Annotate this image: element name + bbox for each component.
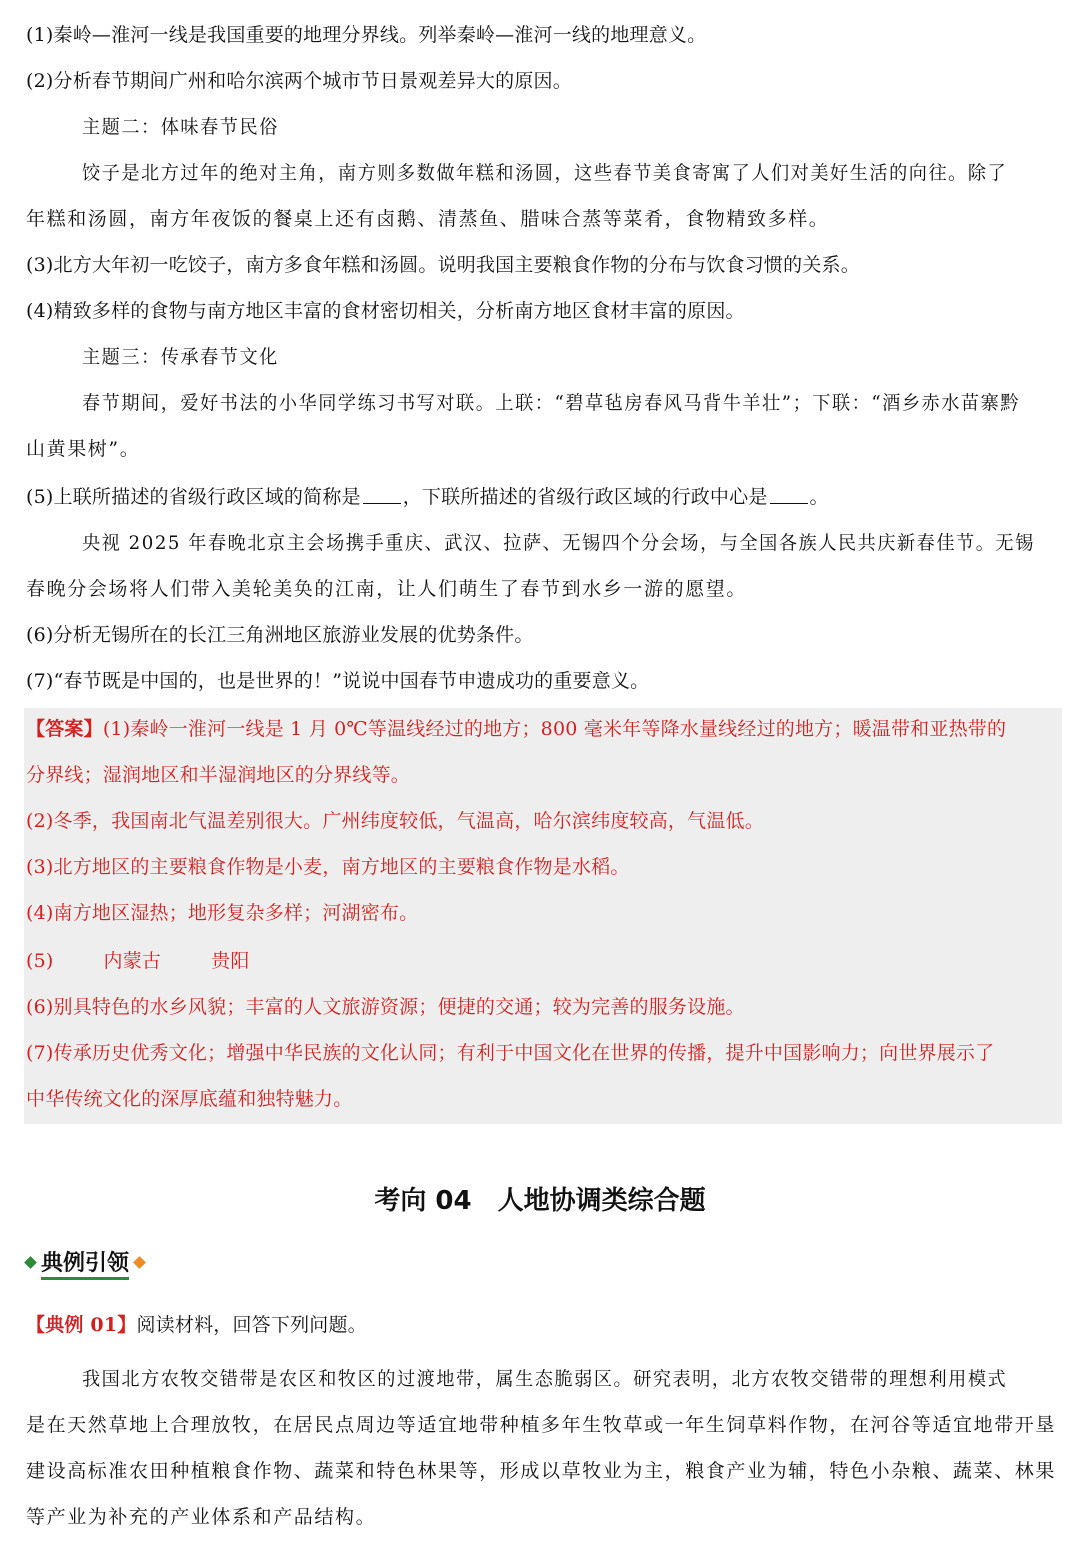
theme-2-title: 主题二：体味春节民俗 bbox=[82, 116, 279, 138]
section-title bbox=[0, 1178, 1080, 1224]
example-paragraph-line-4: 等产业为补充的产业体系和产品结构。 bbox=[26, 1506, 377, 1528]
answer-5-number: (5) bbox=[26, 950, 54, 972]
example-heading bbox=[26, 1302, 1062, 1348]
orange-diamond-icon bbox=[133, 1256, 146, 1269]
answer-1-line-2: 分界线；湿润地区和半湿润地区的分界线等。 bbox=[26, 764, 411, 786]
lead-title: 典例引领 bbox=[41, 1251, 129, 1280]
question-7: (7)“春节既是中国的，也是世界的！”说说中国春节申遗成功的重要意义。 bbox=[26, 670, 650, 692]
example-paragraph-line-2: 是在天然草地上合理放牧，在居民点周边等适宜地带种植多年生牧草或一年生饲草料作物，在河谷等适宜地带开垦 bbox=[26, 1414, 1057, 1436]
theme-3-paragraph-2-line-1: 央视 2025 年春晚北京主会场携手重庆、武汉、拉萨、无锡四个分会场，与全国各族人民共庆新春佳节。无锡 bbox=[82, 532, 1035, 554]
answer-6: (6)别具特色的水乡风貌；丰富的人文旅游资源；便捷的交通；较为完善的服务设施。 bbox=[26, 996, 745, 1018]
example-tag: 【典例 01】 bbox=[26, 1314, 137, 1336]
question-5-part-2: ，下联所描述的省级行政区域的行政中心是 bbox=[402, 486, 768, 508]
answer-5-blank-1: 内蒙古 bbox=[103, 950, 162, 972]
question-2: (2)分析春节期间广州和哈尔滨两个城市节日景观差异大的原因。 bbox=[26, 70, 572, 92]
answer-5 bbox=[26, 938, 1062, 984]
question-5-part-1: (5)上联所描述的省级行政区域的简称是 bbox=[26, 486, 361, 508]
answer-tag: 【答案】 bbox=[26, 718, 103, 740]
example-paragraph-line-1: 我国北方农牧交错带是农区和牧区的过渡地带，属生态脆弱区。研究表明，北方农牧交错带的理想利用模式 bbox=[82, 1368, 1008, 1390]
section-number: 考向 04 bbox=[374, 1186, 472, 1216]
question-5-part-3: 。 bbox=[809, 486, 829, 508]
answer-blank[interactable] bbox=[770, 485, 808, 504]
theme-3-paragraph-2-line-2: 春晚分会场将人们带入美轮美奂的江南，让人们萌生了春节到水乡一游的愿望。 bbox=[26, 578, 748, 600]
example-prompt: 阅读材料，回答下列问题。 bbox=[136, 1314, 367, 1336]
question-1: (1)秦岭—淮河一线是我国重要的地理分界线。列举秦岭—淮河一线的地理意义。 bbox=[26, 24, 707, 46]
answer-7-line-1: (7)传承历史优秀文化；增强中华民族的文化认同；有利于中国文化在世界的传播，提升中国影响力；向世界展示了 bbox=[26, 1042, 995, 1064]
answer-7-line-2: 中华传统文化的深厚底蕴和独特魅力。 bbox=[26, 1088, 353, 1110]
green-diamond-icon bbox=[24, 1256, 37, 1269]
answer-5-blank-2: 贵阳 bbox=[211, 950, 250, 972]
lead-heading bbox=[26, 1244, 144, 1284]
theme-2-paragraph-line-2: 年糕和汤圆，南方年夜饭的餐桌上还有卤鹅、清蒸鱼、腊味合蒸等菜肴，食物精致多样。 bbox=[26, 208, 830, 230]
question-4: (4)精致多样的食物与南方地区丰富的食材密切相关，分析南方地区食材丰富的原因。 bbox=[26, 300, 745, 322]
section-name: 人地协调类综合题 bbox=[497, 1186, 706, 1216]
answer-4: (4)南方地区湿热；地形复杂多样；河湖密布。 bbox=[26, 902, 419, 924]
answer-1-line-1 bbox=[26, 706, 1062, 752]
theme-3-paragraph-1-line-2: 山黄果树”。 bbox=[26, 438, 141, 460]
answer-3: (3)北方地区的主要粮食作物是小麦，南方地区的主要粮食作物是水稻。 bbox=[26, 856, 630, 878]
answer-blank[interactable] bbox=[363, 485, 401, 504]
example-paragraph-line-3: 建设高标准农田种植粮食作物、蔬菜和特色林果等，形成以草牧业为主，粮食产业为辅，特色小杂粮、蔬菜、林果 bbox=[26, 1460, 1057, 1482]
answer-2: (2)冬季，我国南北气温差别很大。广州纬度较低，气温高，哈尔滨纬度较高，气温低。 bbox=[26, 810, 764, 832]
theme-3-title: 主题三：传承春节文化 bbox=[82, 346, 279, 368]
question-5 bbox=[26, 474, 1062, 520]
question-6: (6)分析无锡所在的长江三角洲地区旅游业发展的优势条件。 bbox=[26, 624, 534, 646]
theme-2-paragraph-line-1: 饺子是北方过年的绝对主角，南方则多数做年糕和汤圆，这些春节美食寄寓了人们对美好生活的向往。除了 bbox=[82, 162, 1008, 184]
theme-3-paragraph-1-line-1: 春节期间，爱好书法的小华同学练习书写对联。上联：“碧草毡房春风马背牛羊壮”；下联：“酒乡赤水苗寨黔 bbox=[82, 392, 1020, 414]
question-3: (3)北方大年初一吃饺子，南方多食年糕和汤圆。说明我国主要粮食作物的分布与饮食习惯的关系。 bbox=[26, 254, 860, 276]
answer-1-text: (1)秦岭一淮河一线是 1 月 0℃等温线经过的地方；800 毫米年等降水量线经过的地方；暖温带和亚热带的 bbox=[102, 718, 1007, 740]
